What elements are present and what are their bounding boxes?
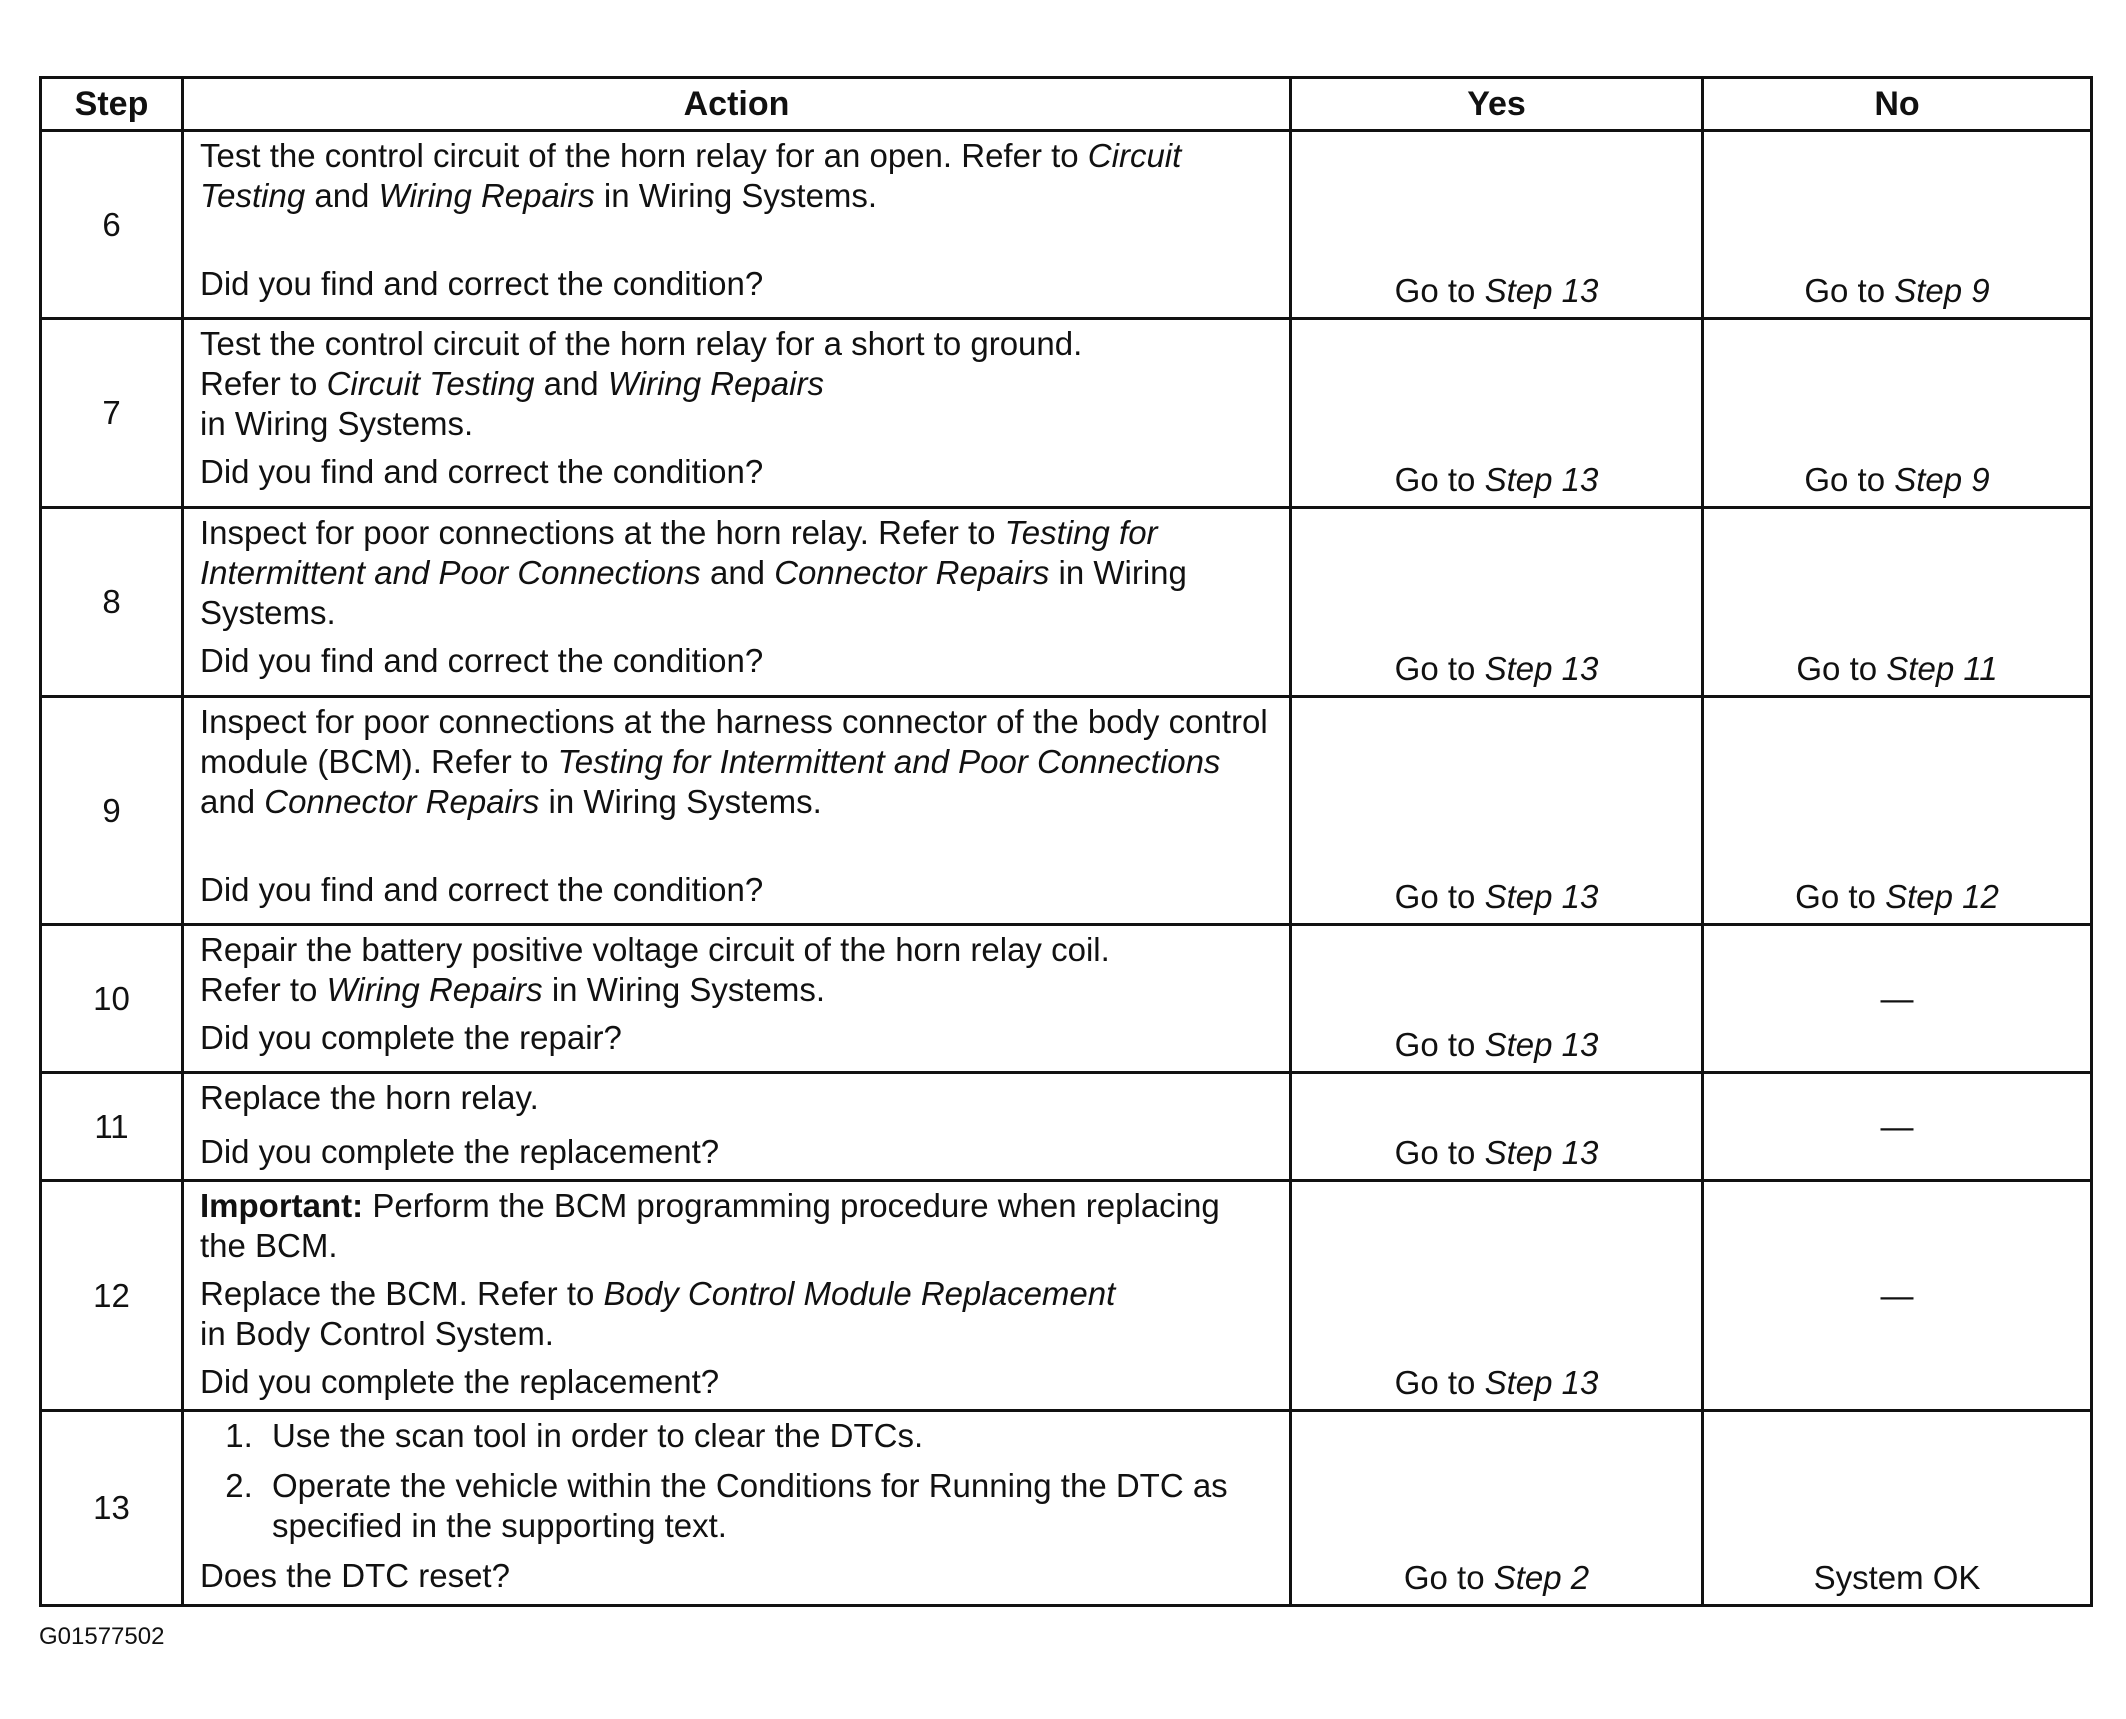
yes-cell: Go to Step 13 [1291, 1181, 1703, 1411]
list-item: 2. Operate the vehicle within the Conditions for Running the DTC as specified in the supporting text. [262, 1466, 1273, 1546]
action-text: Refer to Wiring Repairs in Wiring Systems. [200, 971, 826, 1008]
no-cell: — [1703, 1181, 2092, 1411]
action-text: Test the control circuit of the horn relay for an open. Refer to Circuit Testing and Wiring Repairs in Wiring Systems. [200, 137, 1182, 214]
action-cell [183, 319, 1291, 508]
no-cell: System OK [1703, 1411, 2092, 1606]
header-yes: Yes [1291, 78, 1703, 131]
important-note: Important: Perform the BCM programming procedure when replacing the BCM. [200, 1187, 1220, 1264]
action-cell [183, 1181, 1291, 1411]
ref-link: Testing for Intermittent and Poor Connections [200, 514, 1158, 591]
yes-cell: Go to Step 13 [1291, 697, 1703, 925]
yes-cell: Go to Step 2 [1291, 1411, 1703, 1606]
action-text: in Wiring Systems. [200, 405, 474, 442]
ref-link: Body Control Module Replacement [603, 1275, 1116, 1312]
action-text: in Body Control System. [200, 1315, 554, 1352]
action-text: Repair the battery positive voltage circuit of the horn relay coil. [200, 931, 1110, 968]
header-row [41, 78, 2092, 131]
yes-cell: Go to Step 13 [1291, 508, 1703, 697]
ref-link: Circuit Testing [326, 365, 535, 402]
action-text: Test the control circuit of the horn relay for a short to ground. [200, 325, 1083, 362]
step-number: 11 [41, 1073, 183, 1181]
question-text: Does the DTC reset? [200, 1557, 510, 1594]
step-number: 9 [41, 697, 183, 925]
yes-cell: Go to Step 13 [1291, 1073, 1703, 1181]
no-cell: Go to Step 9 [1703, 131, 2092, 319]
question-text: Did you complete the replacement? [200, 1133, 720, 1170]
yes-cell: Go to Step 13 [1291, 925, 1703, 1073]
action-cell [183, 697, 1291, 925]
action-cell [183, 925, 1291, 1073]
action-text: Inspect for poor connections at the harness connector of the body control module (BCM). Refer to Testing for Intermittent and Poor Connections and Connector Repairs in Wiring Systems. [200, 703, 1268, 820]
question-text: Did you find and correct the condition? [200, 871, 764, 908]
ref-link: Wiring Repairs [378, 177, 595, 214]
header-step: Step [41, 78, 183, 131]
important-label: Important: [200, 1187, 364, 1224]
question-text: Did you find and correct the condition? [200, 265, 764, 302]
ref-link: Circuit Testing [200, 137, 1182, 214]
table-row-step-6 [41, 131, 2092, 319]
action-cell [183, 1073, 1291, 1181]
action-cell [183, 508, 1291, 697]
list-item: 1. Use the scan tool in order to clear the DTCs. [262, 1416, 1273, 1456]
yes-cell: Go to Step 13 [1291, 131, 1703, 319]
step-number: 7 [41, 319, 183, 508]
table-row-step-11 [41, 1073, 2092, 1181]
question-text: Did you find and correct the condition? [200, 453, 764, 490]
table-row-step-8 [41, 508, 2092, 697]
no-cell: Go to Step 9 [1703, 319, 2092, 508]
table-row-step-7 [41, 319, 2092, 508]
no-cell: Go to Step 11 [1703, 508, 2092, 697]
no-cell: Go to Step 12 [1703, 697, 2092, 925]
action-text: Replace the horn relay. [200, 1079, 539, 1116]
table-row-step-12 [41, 1181, 2092, 1411]
question-text: Did you complete the repair? [200, 1019, 622, 1056]
action-text: Refer to Circuit Testing and Wiring Repairs [200, 365, 824, 402]
ref-link: Connector Repairs [774, 554, 1050, 591]
yes-cell: Go to Step 13 [1291, 319, 1703, 508]
ref-link: Connector Repairs [264, 783, 540, 820]
question-text: Did you complete the replacement? [200, 1363, 720, 1400]
figure-id: G01577502 [39, 1623, 165, 1650]
ref-link: Wiring Repairs [607, 365, 824, 402]
step-number: 13 [41, 1411, 183, 1606]
step-number: 10 [41, 925, 183, 1073]
diagnostic-table [39, 76, 2093, 1607]
question-text: Did you find and correct the condition? [200, 642, 764, 679]
no-cell: — [1703, 925, 2092, 1073]
action-cell [183, 1411, 1291, 1606]
step-number: 8 [41, 508, 183, 697]
table-row-step-13 [41, 1411, 2092, 1606]
header-action: Action [183, 78, 1291, 131]
table-row-step-10 [41, 925, 2092, 1073]
no-cell: — [1703, 1073, 2092, 1181]
ref-link: Wiring Repairs [326, 971, 543, 1008]
header-no: No [1703, 78, 2092, 131]
table-row-step-9 [41, 697, 2092, 925]
action-cell [183, 131, 1291, 319]
step-number: 12 [41, 1181, 183, 1411]
action-text: Inspect for poor connections at the horn relay. Refer to Testing for Intermittent and Poor Connections and Connector Repairs in Wiring Systems. [200, 514, 1187, 631]
ref-link: Testing for Intermittent and Poor Connections [557, 743, 1221, 780]
procedure-list [200, 1416, 1273, 1546]
step-number: 6 [41, 131, 183, 319]
action-text: Replace the BCM. Refer to Body Control Module Replacement [200, 1275, 1116, 1312]
